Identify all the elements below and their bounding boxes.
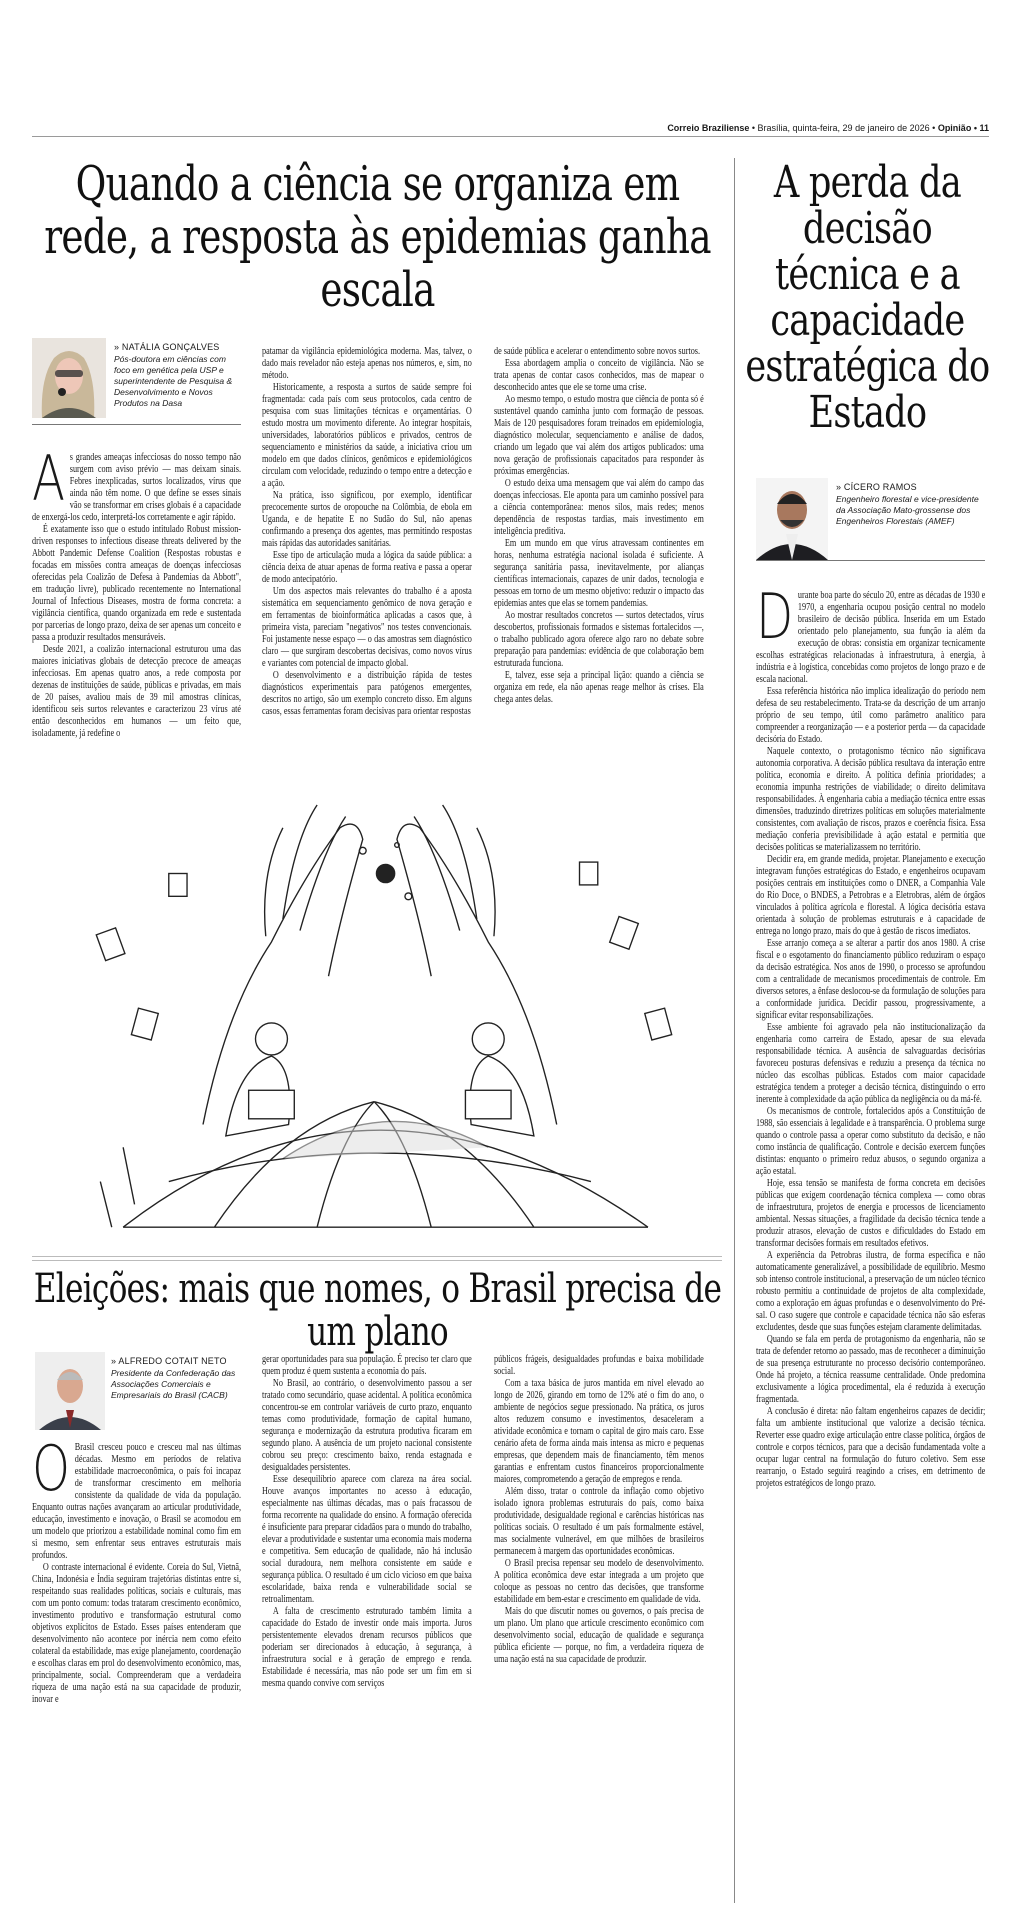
drop-cap: O (32, 1432, 71, 1505)
page-number: 11 (979, 123, 989, 133)
paragraph: Esse tipo de articulação muda a lógica da saúde pública: a ciência deixa de atuar apenas de forma reativa e passa a operar de modo antecipatório. (262, 550, 472, 585)
paragraph-text: Brasil cresceu pouco e cresceu mal nas últimas décadas. Mesmo em períodos de relativa estabilidade macroeconômica, o país foi incapaz de transformar crescimento em melhoria consistente da qualidade de vida da população. Enquanto outras nações avançaram ao articular produtividade, educação, investimento e inovação, o Brasil se acomodou em um modelo que priorizou a estabilidade nominal como fim em si mesmo, sem enfrentar seus entraves estruturais mais profundos. (32, 1442, 242, 1561)
author-role: Pós-doutora em ciências com foco em genética pela USP e superintendente de Pesquisa & Desenvolvimento e Novos Produtos na Dasa (114, 354, 233, 408)
article2-byline (35, 1352, 241, 1432)
paragraph: Decidir era, em grande medida, projetar. Planejamento e execução integravam funções estratégicas do Estado, e engenheiros ocupavam posições centrais em instituições como o DNER, a Companhia Vale do Rio Doce, o BNDES, a Petrobras e a Eletrobras, além de órgãos vinculados à política agrícola e florestal. A lógica decisória estava orientada à solução de problemas estruturais e à capacidade de entrega no longo prazo, mais do que à gestão de riscos imediatos. (756, 854, 986, 937)
paragraph (32, 1432, 242, 1562)
paragraph: Mais do que discutir nomes ou governos, o país precisa de um plano. Um plano que articule crescimento econômico com desenvolvimento social, educação de qualidade e segurança pública eficiente — porque, no fim, a verdadeira riqueza de uma nação está na sua capacidade de produzir. (494, 1606, 704, 1665)
paragraph: Desde 2021, a coalizão internacional estruturou uma das maiores iniciativas globais de detecção precoce de ameaças infecciosas. Em apenas quatro anos, a rede composta por dezenas de instituições de saúde, públicas e privadas, em mais de 20 países, avaliou mais de 39 mil amostras clínicas, identificou seis surtos relevantes e caracterizou 23 vírus até então desconhecidos em humanos — um feito que, isoladamente, já redefine o (32, 644, 242, 739)
article3-body (756, 580, 986, 1490)
paragraph: Os mecanismos de controle, fortalecidos após a Constituição de 1988, são essenciais à legalidade e à transparência. O problema surge quando o controle passa a operar como substituto da decisão, e não como instância de qualificação. Controle e decisão exercem funções distintas: enquanto o primeiro reduz abusos, o segundo organiza a ação estatal. (756, 1106, 986, 1177)
paragraph: É exatamente isso que o estudo intitulado Robust mission-driven responses to infectious disease threats delivered by the Abbott Pandemic Defense Coalition (Respostas robustas e focadas em missões contra ameaças de doenças infecciosas oferecidas pela Coalizão de Defesa à Pandemias da Abbott", em tradução livre), publicado recentemente no International Journal of Infectious Diseases, mostra de forma concreta: a vigilância científica, quando organizada em rede e sustentada por parcerias de longo prazo, deixa de ser apenas um conceito e passa a produzir resultados mensuráveis. (32, 524, 242, 643)
author-role: Engenheiro florestal e vice-presidente da Associação Mato-grossense dos Engenheiros Florestais (AMEF) (836, 494, 979, 526)
paragraph: gerar oportunidades para sua população. É preciso ter claro que quem produz é quem sustenta a economia do país. (262, 1354, 472, 1377)
article1-column-1 (32, 442, 242, 740)
author-name: » NATÁLIA GONÇALVES (114, 342, 220, 352)
paragraph: Essa referência histórica não implica idealização do período nem defesa de seu restabelecimento. Trata-se da descrição de um arranjo próprio de seu tempo, útil como parâmetro analítico para compreender a reorganização — e a posterior perda — da capacidade decisória do Estado. (756, 686, 986, 745)
paragraph (32, 442, 242, 524)
paragraph: O Brasil precisa repensar seu modelo de desenvolvimento. A política econômica deve estar integrada a um projeto que coloque as pessoas no centro das decisões, que transforme estabilidade em bem-estar e crescimento em qualidade de vida. (494, 1558, 704, 1605)
paragraph: Quando se fala em perda de protagonismo da engenharia, não se trata de defender retorno ao passado, mas de reconhecer a diminuição de sua presença estruturante no processo decisório contemporâneo. Onde há projeto, a técnica reassume centralidade. Onde predomina exclusivamente a lógica procedimental, ela é reduzida à execução fragmentada. (756, 1334, 986, 1405)
paragraph: Ao mostrar resultados concretos — surtos detectados, vírus descobertos, profissionais formados e sistemas fortalecidos —, o trabalho publicado agora oferece algo raro no debate sobre preparação para pandemias: evidência de que colaboração bem estruturada funciona. (494, 610, 704, 669)
article2-headline: Eleições: mais que nomes, o Brasil precisa de um plano (33, 1266, 722, 1355)
article1-byline (32, 338, 241, 425)
article1-column-2 (262, 346, 472, 718)
paragraph: Esse ambiente foi agravado pela não institucionalização da engenharia como carreira de Estado, apesar de sua elevada responsabilidade técnica. A ausência de salvaguardas decisórias favoreceu posturas defensivas e reduziu a presença da técnica no núcleo das escolhas públicas. Estados com maior capacidade estratégica tendem a proteger a decisão técnica, distinguindo o erro inerente à complexidade da ação pública da negligência ou da má-fé. (756, 1022, 986, 1105)
paragraph-text: s grandes ameaças infecciosas do nosso tempo não surgem com aviso prévio — mas deixam sinais. Febres inexplicadas, surtos localizados, vírus que ainda não têm nome. O que define se esses sinais vão se transformar em crises globais é a capacidade de enxergá-los cedo, interpretá-los corretamente e agir rápido. (32, 452, 242, 523)
paragraph: O desenvolvimento e a distribuição rápida de testes diagnósticos experimentais para patógenos emergentes, descritos no artigo, são um exemplo concreto disso. Em alguns casos, essas ferramentas foram decisivas para orientar respostas (262, 670, 472, 717)
paragraph: Em um mundo em que vírus atravessam continentes em horas, nenhuma estratégia nacional isolada é suficiente. A segurança sanitária passa, inevitavelmente, por alianças científicas internacionais, capazes de unir dados, tecnologia e pessoas em torno de um mesmo objetivo: reduzir o impacto das epidemias antes que elas se tornem pandemias. (494, 538, 704, 609)
paragraph: Com a taxa básica de juros mantida em nível elevado ao longo de 2026, girando em torno de 12% até o fim do ano, o ambiente de negócios segue pressionado. Na prática, os juros altos reduzem consumo e investimentos, desaceleram a atividade econômica e tornam o capital de giro mais caro. Esse cenário afeta de forma ainda mais intensa as micro e pequenas empresas, que dependem mais de financiamento, têm menos garantias e enfrentam custos financeiros proporcionalmente maiores, comprometendo a geração de empregos e renda. (494, 1378, 704, 1485)
author-photo (756, 478, 828, 560)
paragraph: Na prática, isso significou, por exemplo, identificar precocemente surtos de oropouche na Colômbia, de ebola em Uganda, e de hepatite E no Sudão do Sul, não apenas confirmando a presença dos agentes, mas permitindo respostas mais rápidas das autoridades sanitárias. (262, 490, 472, 549)
article1-column-3 (494, 346, 704, 706)
paragraph: No Brasil, ao contrário, o desenvolvimento passou a ser tratado como secundário, quase acidental. A política econômica concentrou-se em controlar variáveis de curto prazo, enquanto temas como produtividade, formação de capital humano, segurança e modernização da estrutura produtiva ficaram em segundo plano. A ausência de um projeto nacional consistente cobrou seu preço: crescimento baixo, renda estagnada e desigualdades persistentes. (262, 1378, 472, 1473)
newspaper-name: Correio Braziliense (667, 123, 750, 133)
edition-date: Brasília, quinta-feira, 29 de janeiro de 2026 (757, 123, 930, 133)
page-header: Correio Braziliense • Brasília, quinta-feira, 29 de janeiro de 2026 • Opinião • 11 (32, 122, 989, 137)
paragraph: de saúde pública e acelerar o entendimento sobre novos surtos. (494, 346, 701, 357)
author-name: » ALFREDO COTAIT NETO (111, 1356, 227, 1366)
paragraph: A conclusão é direta: não faltam engenheiros capazes de decidir; falta um ambiente institucional que valorize a decisão técnica. Reverter esse quadro exige articulação entre classe política, órgãos de controle e corpos técnicos, para que a decisão fundamentada volte a ocupar lugar central na formulação do futuro coletivo. Sem esse rearranjo, o Estado seguirá reagindo a crises, em detrimento de projetos estratégicos de longo prazo. (756, 1406, 986, 1489)
paragraph: O estudo deixa uma mensagem que vai além do campo das doenças infecciosas. Ele aponta para um caminho possível para a ciência contemporânea: menos silos, mais redes; menos dependência de respostas tardias, mais investimento em inteligência preditiva. (494, 478, 704, 537)
paragraph-text: urante boa parte do século 20, entre as décadas de 1930 e 1970, a engenharia ocupou posição central no modelo brasileiro de decisão pública. Inserida em um Estado orientado pelo planejamento, sua função ia além da execução de obras: consistia em organizar tecnicamente escolhas estratégicas relacionadas à infraestrutura, à energia, à indústria e à logística, concebidas como projetos de longo prazo e de escala nacional. (756, 590, 986, 685)
paragraph: E, talvez, esse seja a principal lição: quando a ciência se organiza em rede, ela não apenas reage melhor às crises. Ela chega antes delas. (494, 670, 704, 705)
author-photo (35, 1352, 105, 1430)
paragraph: Um dos aspectos mais relevantes do trabalho é a aposta sistemática em sequenciamento genômico de nova geração e em ferramentas de bioinformática aplicadas a casos que, à primeira vista, pareciam "negativos" nos testes convencionais. Foi justamente nesse espaço — o das amostras sem diagnóstico claro — que surgiram descobertas decisivas, como novos vírus e variantes com potencial de impacto global. (262, 586, 472, 669)
section-name: Opinião (937, 123, 972, 133)
paragraph: Ao mesmo tempo, o estudo mostra que ciência de ponta só é sustentável quando caminha junto com formação de pessoas. Mais de 120 pesquisadores foram treinados em epidemiologia, diagnóstico molecular, sequenciamento e análise de dados, criando um legado que vai além dos artigos publicados: uma nova geração de profissionais capacitados para responder às próximas emergências. (494, 394, 704, 477)
article2-column-1 (32, 1432, 242, 1706)
paragraph: públicos frágeis, desigualdades profundas e baixa mobilidade social. (494, 1354, 704, 1377)
illustration (32, 748, 722, 1250)
paragraph: Historicamente, a resposta a surtos de saúde sempre foi fragmentada: cada país com seus protocolos, cada centro de pesquisa com suas limitações técnicas e orçamentárias. O estudo mostra um movimento diferente. Ao integrar hospitais, universidades, laboratórios públicos e privados, centros de sequenciamento e ministérios da saúde, a iniciativa criou um modelo em que dados clínicos, genômicos e epidemiológicos circulam com velocidade, reduzindo o tempo entre a detecção e a ação. (262, 382, 472, 489)
paragraph: Hoje, essa tensão se manifesta de forma concreta em decisões públicas que exigem coordenação técnica complexa — como obras de infraestrutura, projetos de energia e processos de licenciamento ambiental. Nessas situações, a fragilidade da decisão técnica tende a produzir atrasos, elevação de custos e dificuldades do Estado em transformar decisões formais em resultados efetivos. (756, 1178, 986, 1249)
article3-headline: A perda da decisão técnica e a capacidade estratégica do Estado (745, 157, 990, 438)
author-role: Presidente da Confederação das Associações Comerciais e Empresariais do Brasil (CACB) (111, 1368, 236, 1400)
article3-byline (756, 478, 985, 561)
paragraph: Esse arranjo começa a se alterar a partir dos anos 1980. A crise fiscal e o esgotamento do financiamento público reduziram o espaço da decisão estratégica. Nos anos de 1990, o processo se aprofundou com a centralidade de mecanismos procedimentais de controle. Em diversos setores, a ênfase deslocou-se da formulação de soluções para a conformidade jurídica. Decidir passou, progressivamente, a significar evitar responsabilizações. (756, 938, 986, 1021)
author-photo (32, 338, 106, 418)
paragraph: O contraste internacional é evidente. Coreia do Sul, Vietnã, China, Indonésia e Índia seguiram trajetórias distintas entre si, respeitando suas realidades políticas, sociais e culturais, mas com um ponto comum: todas trataram crescimento econômico, investimento produtivo e transformação estrutural como objetivos explícitos de Estado. Esses países entenderam que desenvolvimento não acontece por inércia nem como efeito colateral da estabilidade, mas exige planejamento, coordenação e escolhas claras em prol do desenvolvimento econômico, mas, principalmente, social. Compreenderam que a verdadeira riqueza de uma nação está na sua capacidade de produzir, inovar e (32, 1562, 242, 1705)
paragraph: patamar da vigilância epidemiológica moderna. Mas, talvez, o dado mais revelador não esteja apenas nos números, e, sim, no método. (262, 346, 472, 381)
article2-column-2 (262, 1354, 472, 1690)
paragraph: Essa abordagem amplia o conceito de vigilância. Não se trata apenas de contar casos conhecidos, mas de mapear o desconhecido antes que ele se torne uma crise. (494, 358, 704, 393)
drop-cap: A (32, 442, 66, 515)
paragraph: A experiência da Petrobras ilustra, de forma específica e não automaticamente generalizável, a possibilidade de equilíbrio. Mesmo sob intenso controle institucional, a preservação de um núcleo técnico robusto permitiu a continuidade de projetos de alta complexidade, como a exploração em águas profundas e o desenvolvimento do Pré-sal. O caso sugere que controle e capacidade técnica não são esferas excludentes, desde que suas funções estejam claramente delimitadas. (756, 1250, 986, 1333)
paragraph: Além disso, tratar o controle da inflação como objetivo isolado ignora problemas estruturais do país, como baixa produtividade, desigualdade regional e carências históricas nas políticas sociais. O resultado é um país formalmente estável, mas socialmente vulnerável, em que milhões de brasileiros permanecem à margem das oportunidades econômicas. (494, 1486, 704, 1557)
section-divider (32, 1256, 722, 1261)
author-name: » CÍCERO RAMOS (836, 482, 917, 492)
paragraph (756, 580, 986, 686)
article2-column-3 (494, 1354, 704, 1666)
paragraph: Esse desequilíbrio aparece com clareza na área social. Houve avanços importantes no acesso à educação, especialmente nas últimas décadas, mas o país fracassou de forma recorrente na qualidade do ensino. A formação oferecida é insuficiente para preparar cidadãos para o mundo do trabalho, elevar a produtividade e sustentar uma economia mais moderna e competitiva. Sem educação de qualidade, não há inclusão social duradoura, nem melhora consistente em saúde e segurança pública. O resultado é um ciclo vicioso em que baixa escolaridade, baixa renda e vulnerabilidade social se retroalimentam. (262, 1474, 472, 1605)
paragraph: Naquele contexto, o protagonismo técnico não significava autonomia corporativa. A decisão pública resultava da interação entre política, economia e direito. A política definia prioridades; a economia impunha restrições de viabilidade; o direito delimitava responsabilidades. À engenharia cabia a mediação técnica entre essas dimensões, traduzindo diretrizes políticas em soluções materialmente consistentes, com avaliação de riscos, prazos e coerência física. Essa mediação conferia previsibilidade à ação estatal e permitia que decisões políticas se materializassem no território. (756, 746, 986, 853)
column-divider (734, 158, 735, 1903)
paragraph: A falta de crescimento estruturado também limita a capacidade do Estado de investir onde mais importa. Juros persistentemente elevados drenam recursos públicos que poderiam ser direcionados à educação, à segurança, à infraestrutura social e à geração de emprego e renda. Estabilidade é necessária, mas não pode ser um fim em si mesma quando convive com serviços (262, 1606, 472, 1689)
drop-cap: D (756, 580, 794, 653)
article1-headline: Quando a ciência se organiza em rede, a resposta às epidemias ganha escala (44, 156, 711, 318)
